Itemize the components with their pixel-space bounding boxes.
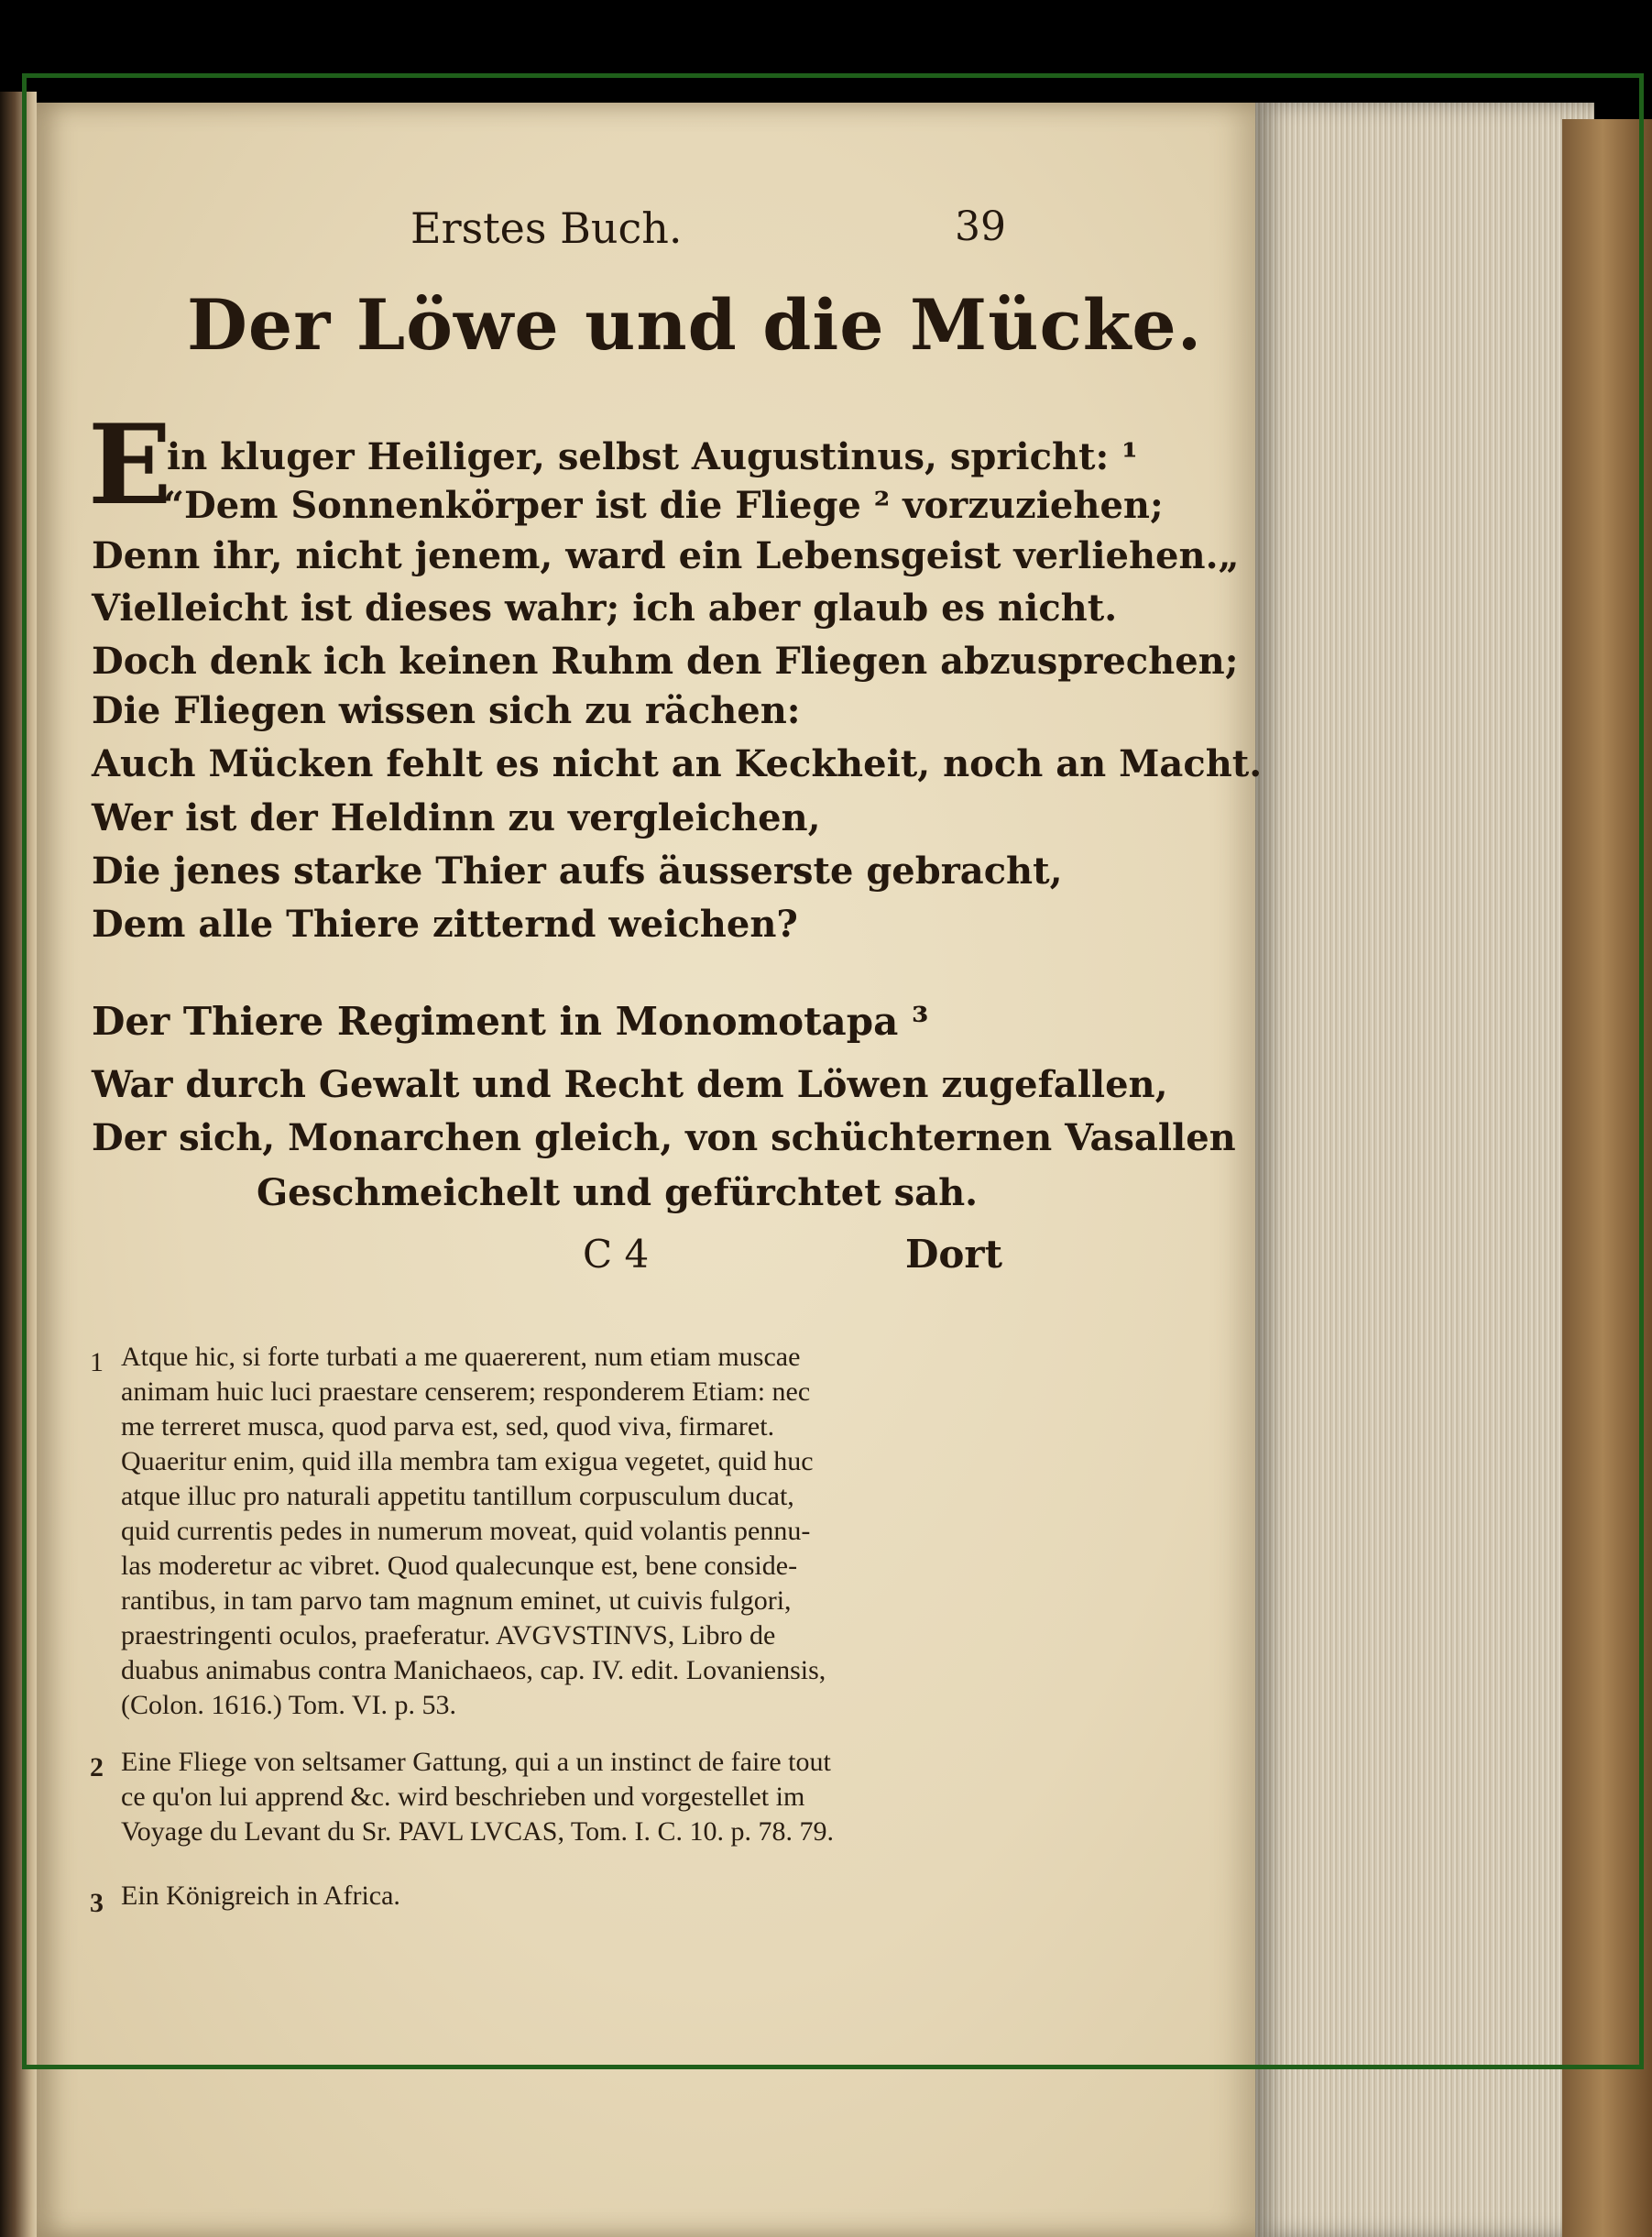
poem-title: Der Löwe und die Mücke. bbox=[187, 284, 1203, 366]
verse-line: Doch denk ich keinen Ruhm den Fliegen abzusprechen; bbox=[92, 640, 1239, 683]
book-scan bbox=[0, 92, 1652, 2237]
footnote-line: Quaeritur enim, quid illa membra tam exigua vegetet, quid huc bbox=[121, 1446, 814, 1476]
page-fore-edge bbox=[1255, 103, 1594, 2237]
verse-line: “Dem Sonnenkörper ist die Fliege ² vorzuziehen; bbox=[163, 484, 1164, 527]
verse-line: Dem alle Thiere zitternd weichen? bbox=[92, 903, 798, 946]
footnote-1 bbox=[121, 1340, 1001, 1723]
verse-line: War durch Gewalt und Recht dem Löwen zugefallen, bbox=[92, 1063, 1168, 1106]
footnote-number: 3 bbox=[90, 1888, 104, 1918]
footnote-line: animam huic luci praestare censerem; responderem Etiam: nec bbox=[121, 1376, 811, 1407]
left-page-edge bbox=[0, 92, 37, 2237]
footnote-line: me terreret musca, quod parva est, sed, quod viva, firmaret. bbox=[121, 1411, 775, 1442]
footnote-line: atque illuc pro naturali appetitu tantillum corpusculum ducat, bbox=[121, 1481, 794, 1511]
footnote-line: praestringenti oculos, praeferatur. AVGVSTINVS, Libro de bbox=[121, 1620, 776, 1650]
running-head: Erstes Buch. bbox=[410, 203, 683, 253]
verse-line: Auch Mücken fehlt es nicht an Keckheit, noch an Macht. bbox=[92, 742, 1263, 785]
verse-line: Der sich, Monarchen gleich, von schüchternen Vasallen bbox=[92, 1116, 1236, 1159]
footnote-line: las moderetur ac vibret. Quod qualecunque est, bene conside- bbox=[121, 1551, 798, 1581]
verse-line: Die Fliegen wissen sich zu rächen: bbox=[92, 689, 801, 732]
verse-line: in kluger Heiliger, selbst Augustinus, spricht: ¹ bbox=[167, 435, 1138, 478]
verse-line: Vielleicht ist dieses wahr; ich aber glaub es nicht. bbox=[92, 587, 1118, 630]
footnote-line: rantibus, in tam parvo tam magnum eminet, ut cuivis fulgori, bbox=[121, 1585, 792, 1616]
footnote-line: quid currentis pedes in numerum moveat, quid volantis pennu- bbox=[121, 1516, 811, 1546]
footnote-2 bbox=[121, 1745, 1001, 1849]
footnote-line: Eine Fliege von seltsamer Gattung, qui a un instinct de faire tout bbox=[121, 1747, 831, 1777]
page-number: 39 bbox=[955, 203, 1006, 250]
footnote-line: (Colon. 1616.) Tom. VI. p. 53. bbox=[121, 1690, 456, 1720]
book-page bbox=[37, 103, 1255, 2237]
footnote-3: Ein Königreich in Africa. bbox=[121, 1881, 400, 1911]
footnote-line: Atque hic, si forte turbati a me quaererent, num etiam muscae bbox=[121, 1342, 801, 1372]
footnote-number: 1 bbox=[90, 1347, 104, 1377]
signature-mark: C 4 bbox=[583, 1232, 650, 1277]
catchword: Dort bbox=[905, 1232, 1002, 1277]
footnote-line: ce qu'on lui apprend &c. wird beschrieben und vorgestellet im bbox=[121, 1782, 805, 1812]
verse-line: Der Thiere Regiment in Monomotapa ³ bbox=[92, 999, 929, 1044]
footnote-line: duabus animabus contra Manichaeos, cap. IV. edit. Lovaniensis, bbox=[121, 1655, 826, 1685]
verse-line: Geschmeichelt und gefürchtet sah. bbox=[257, 1171, 979, 1214]
verse-line: Wer ist der Heldinn zu vergleichen, bbox=[92, 796, 821, 839]
footnote-number: 2 bbox=[90, 1752, 104, 1782]
drop-cap: E bbox=[88, 400, 172, 530]
verse-line: Die jenes starke Thier aufs äusserste gebracht, bbox=[92, 850, 1063, 893]
footnote-line: Voyage du Levant du Sr. PAVL LVCAS, Tom. I. C. 10. p. 78. 79. bbox=[121, 1816, 834, 1847]
leather-cover bbox=[1562, 119, 1652, 2237]
verse-line: Denn ihr, nicht jenem, ward ein Lebensgeist verliehen.„ bbox=[92, 534, 1240, 577]
